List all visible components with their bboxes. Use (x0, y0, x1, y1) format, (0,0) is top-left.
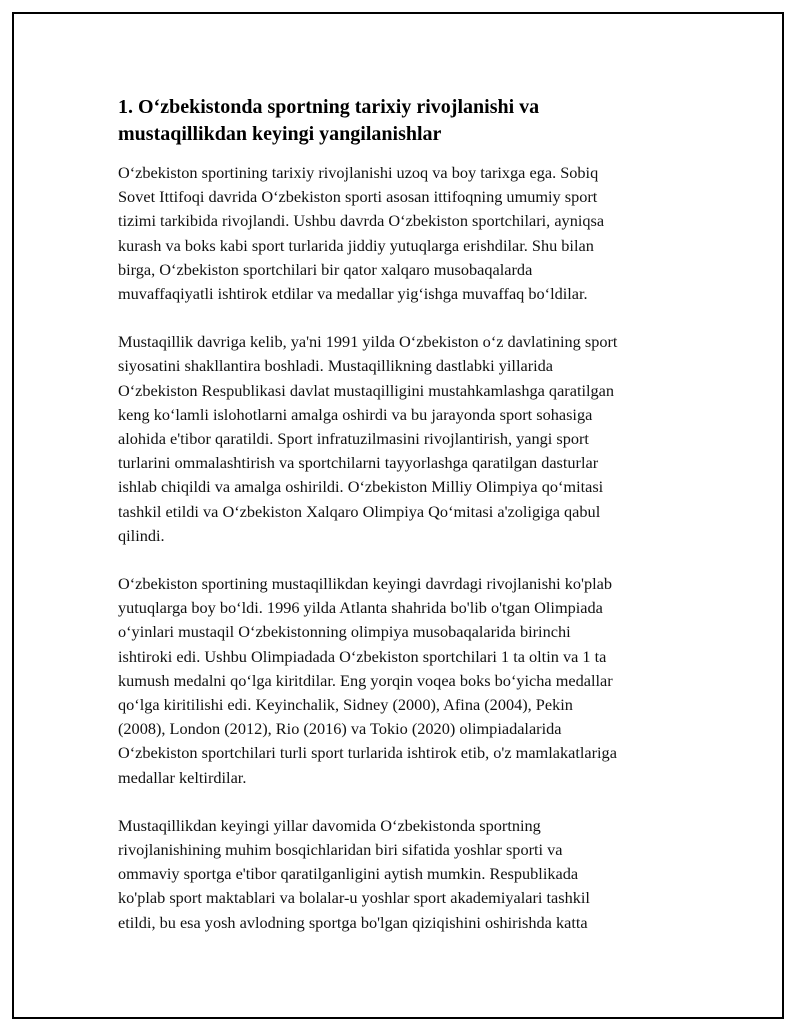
text-line: qilindi. (118, 525, 165, 545)
text-line: kumush medalni qo‘lga kiritdilar. Eng yorqin voqea boks bo‘yicha medallar (118, 670, 613, 690)
text-line: O‘zbekiston Respublikasi davlat mustaqilligini mustahkamlashga qaratilgan (118, 380, 615, 400)
text-line: muvaffaqiyatli ishtirok etdilar va medallar yig‘ishga muvaffaq bo‘ldilar. (118, 284, 588, 304)
text-line: o‘yinlari mustaqil O‘zbekistonning olimpiya musobaqalarida birinchi (118, 622, 571, 642)
text-line: rivojlanishining muhim bosqichlaridan biri sifatida yoshlar sporti va (118, 840, 563, 860)
text-line: Mustaqillikdan keyingi yillar davomida O‘zbekistonda sportning (118, 815, 541, 835)
text-line: tizimi tarkibida rivojlandi. Ushbu davrda O‘zbekiston sportchilari, ayniqsa (118, 211, 605, 231)
text-line: O‘zbekiston sportining mustaqillikdan keyingi davrdagi rivojlanishi ko'plab (118, 574, 613, 594)
heading-line: mustaqillikdan keyingi yangilanishlar (118, 123, 442, 145)
text-line: Mustaqillik davriga kelib, ya'ni 1991 yilda O‘zbekiston o‘z davlatining sport (118, 332, 618, 352)
text-line: O‘zbekiston sportchilari turli sport turlarida ishtirok etib, o'z mamlakatlariga (118, 743, 617, 763)
text-line: medallar keltirdilar. (118, 767, 247, 787)
paragraph-youth-sport (118, 814, 692, 935)
text-line: kurash va boks kabi sport turlarida jiddiy yutuqlarga erishdilar. Shu bilan (118, 235, 594, 255)
text-line: keng ko‘lamli islohotlarni amalga oshirdi va bu jarayonda sport sohasiga (118, 404, 593, 424)
text-line: yutuqlarga boy bo‘ldi. 1996 yilda Atlanta shahrida bo'lib o'tgan Olimpiada (118, 598, 603, 618)
text-line: siyosatini shakllantira boshladi. Mustaqillikning dastlabki yillarida (118, 356, 554, 376)
document-body (118, 94, 692, 959)
text-line: O‘zbekiston sportining tarixiy rivojlanishi uzoq va boy tarixga ega. Sobiq (118, 163, 599, 182)
paragraph-olympics (118, 572, 692, 790)
text-line: ishtiroki edi. Ushbu Olimpiadada O‘zbekiston sportchilari 1 ta oltin va 1 ta (118, 646, 607, 666)
text-line: Sovet Ittifoqi davrida O‘zbekiston sporti asosan ittifoqning umumiy sport (118, 187, 598, 207)
text-line: etildi, bu esa yosh avlodning sportga bo'lgan qiziqishini oshirishda katta (118, 912, 588, 932)
paragraph-soviet-era (118, 161, 692, 306)
text-line: alohida e'tibor qaratildi. Sport infratuzilmasini rivojlantirish, yangi sport (118, 429, 589, 449)
text-line: (2008), London (2012), Rio (2016) va Tokio (2020) olimpiadalarida (118, 719, 562, 739)
text-line: birga, O‘zbekiston sportchilari bir qator xalqaro musobaqalarda (118, 259, 533, 279)
text-line: ko'plab sport maktablari va bolalar-u yoshlar sport akademiyalari tashkil (118, 888, 590, 908)
text-line: turlarini ommalashtirish va sportchilarni tayyorlashga qaratilgan dasturlar (118, 453, 599, 473)
text-line: ommaviy sportga e'tibor qaratilganligini aytish mumkin. Respublikada (118, 864, 579, 884)
paragraph-independence (118, 330, 692, 548)
text-line: tashkil etildi va O‘zbekiston Xalqaro Olimpiya Qo‘mitasi a'zoligiga qabul (118, 501, 601, 521)
text-line: ishlab chiqildi va amalga oshirildi. O‘zbekiston Milliy Olimpiya qo‘mitasi (118, 477, 604, 497)
section-heading (118, 94, 692, 148)
text-line: qo‘lga kiritilishi edi. Keyinchalik, Sidney (2000), Afina (2004), Pekin (118, 695, 573, 715)
heading-line: 1. O‘zbekistonda sportning tarixiy rivojlanishi va (118, 96, 540, 118)
